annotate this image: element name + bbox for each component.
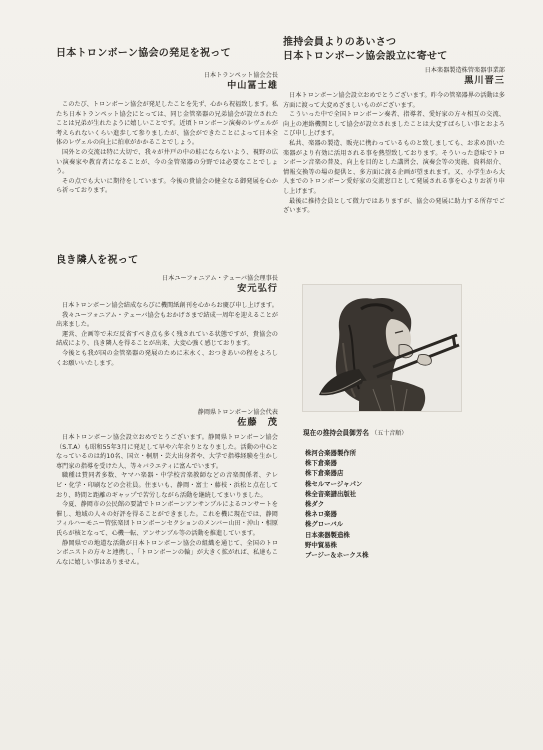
- member-item: 株ダク: [305, 500, 325, 509]
- article-shizuoka: [56, 408, 278, 567]
- article-title-line2: 日本トロンボーン協会設立に寄せて: [283, 51, 448, 62]
- paragraph: 職種は賛同者多数、ヤマハ楽器・中学校音楽教師などの音楽関係者、テレビ・化学・印刷などの会社員。住まいも、静岡・富士・藤枝・浜松と点在しており、時間と距離のギャップで苦労しながら活動を継続してまいりました。: [56, 472, 278, 499]
- paragraph: 私共、楽器の製造、販売に携わっているものと致しましても、お求め頂いた楽器がより有効に活用される事を熱望致しております。そういった意味でトロンボーン音楽の普及、向上を目的とした講習会、演奏会等の実施、資料紹介、情報交換等の場の提供と、多方面に渡る企画が望まれます。又、小学生から大人までのトロンボーン愛好家の交流窓口として発展される事を心よりお祈り申し上げます。: [283, 139, 505, 195]
- members-heading: [303, 428, 503, 439]
- paragraph: 我々ユーフォニアム・テューバ協会もおかげさまで結成一周年を迎えることが出来ました。: [56, 311, 278, 329]
- member-item: 株全音楽譜出版社: [305, 489, 357, 498]
- paragraph: 最後に推持会員として微力ではありますが、協会の発展に助力する所存でございます。: [283, 197, 505, 215]
- article-title: 日本トロンボーン協会の発足を祝って: [56, 48, 231, 59]
- paragraph: 静岡県での地道な活動が日本トロンボーン協会の組織を通じて、全国のトロンボニストの方々と連携し、「トロンボーンの輪」が大きく拡がれば、私達もこんなに嬉しい事はありません。: [56, 539, 278, 566]
- member-item: 野中貿易株: [305, 540, 337, 549]
- supporting-members-list: [303, 428, 503, 560]
- author-affiliation: 静岡県トロンボーン協会代表: [197, 409, 278, 416]
- members-heading-text: 現在の推持会員御芳名: [303, 429, 369, 437]
- paragraph: 今夏、静岡市の公民館の要請でトロンボーンアンサンブルによるコンサートを催し、地域の人々の好評を得ることができました。これを機に現在では、静岡フィルハーモニー管弦楽団トロンボーンセクションのメンバー山田・沖山・相原氏らが核となって、心機一転、アンサンブル等の活動を推進しています。: [56, 501, 278, 537]
- member-item: 株グローバル: [305, 520, 344, 529]
- paragraph: その点でも大いに期待をしています。今後の貴協会の健全なる御発展を心から祈っております。: [56, 177, 278, 195]
- author-affiliation: 日本トランペット協会会長: [203, 72, 278, 79]
- member-item: 株ネロ楽器: [305, 510, 337, 519]
- paragraph: 今後とも我が国の金管楽器の発展のために末永く、おつきあいの程をよろしくお願いいたします。: [56, 349, 278, 367]
- author-affiliation: 日本楽器製造株管楽器事業部: [424, 67, 505, 74]
- author-name: 黒川晋三: [464, 75, 505, 86]
- trombone-player-drawing: [303, 285, 461, 411]
- article-title-line1: 推持会員よりのあいさつ: [283, 37, 397, 48]
- paragraph: 運営、企画等で未だ反省すべき点も多く残されている状態ですが、貴協会の結成により、良き隣人を得ることが出来、大変心強く感じております。: [56, 330, 278, 348]
- paragraph: 日本トロンボーン協会設立おめでとうございます。静岡県トロンボーン協会（S.T.A）も昭和55年3月に発足して早や六年余りとなりました。活動の中心となっているのは約10名、国立・桐朋・芸大出身者や、大学で指導経験を生かし専門家の指導を受けた人、等々バラエティに富んでいます。: [56, 434, 278, 470]
- member-item: 株下倉楽器店: [305, 469, 344, 478]
- paragraph: 日本トロンボーン協会結成ならびに機関紙創刊を心からお慶び申し上げます。: [62, 302, 278, 309]
- author-name: 中山冨士雄: [227, 80, 278, 91]
- article-congratulations-trumpet: [56, 47, 278, 196]
- author-affiliation: 日本ユーフォニアム・テューバ協会理事長: [161, 275, 278, 282]
- member-item: ブージー＆ホークス株: [305, 551, 369, 560]
- article-good-neighbor: [56, 254, 278, 368]
- author-name: 佐藤 茂: [237, 417, 278, 428]
- member-item: 株セルマージャパン: [305, 479, 363, 488]
- article-supporting-member: [283, 36, 505, 216]
- member-item: 日本楽器製造株: [305, 530, 350, 539]
- article-title: 良き隣人を祝って: [56, 255, 139, 266]
- member-item: 株下倉楽器: [305, 459, 337, 468]
- paragraph: 国外との交流は特に大切で、我々が井戸の中の蛙にならないよう、視野の広い演奏家や教育者になることが、今の金管楽器の分野では必要なことでしょう。: [56, 148, 278, 176]
- members-heading-note: （五十音順）: [371, 430, 408, 437]
- member-item: 株河合楽器製作所: [305, 449, 357, 457]
- author-name: 安元弘行: [237, 283, 278, 294]
- paragraph: このたび、トロンボーン協会が発足したことを先ず、心から祝福致します。私たち日本トランペット協会にとっては、同じ金管楽器の兄弟協会が設立されたことは兄弟が生れたように嬉しいことです。近頃トロンボーン演奏のレヴェルが考えられないくらい進歩して参りましたが、協会ができたことによって日本全体のレヴェルの向上に拍車がかかることでしょう。: [56, 101, 278, 147]
- paragraph: 日本トロンボーン協会設立おめでとうございます。昨今の管楽器界の活動は多方面に渡って大変めざましいものがございます。: [283, 92, 505, 109]
- paragraph: こういった中で全国トロンボーン奏者、指導者、愛好家の方々相互の交流、向上の連絡機関として協会が設立されましたことは大変すばらしい事とおよろこび申し上げます。: [283, 111, 505, 138]
- trombone-player-illustration: [302, 284, 462, 412]
